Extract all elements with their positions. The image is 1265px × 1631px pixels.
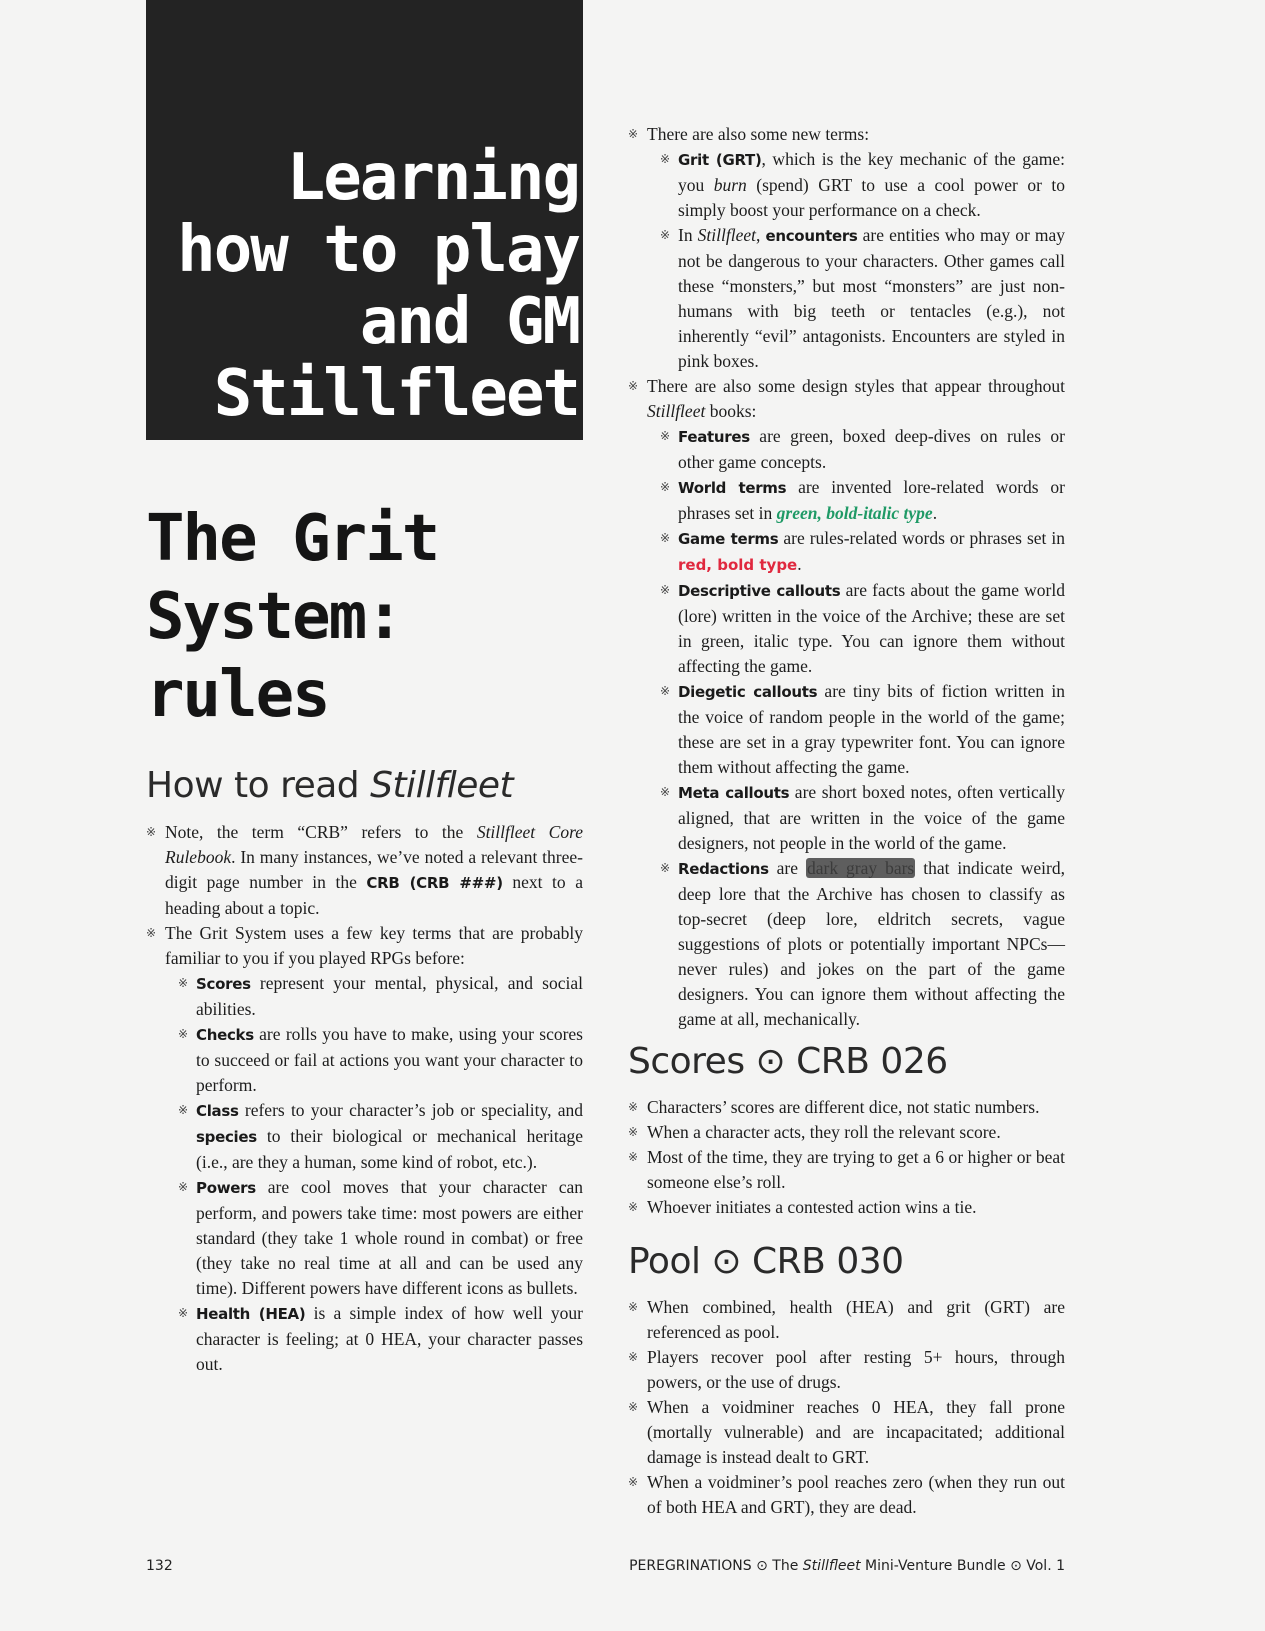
page-number: 132 [146, 1558, 173, 1574]
main-title-line: and GM [359, 285, 579, 359]
list-item [660, 578, 1065, 679]
new-terms-sublist [647, 147, 1065, 374]
text: (spend) GRT to use a cool power or to simply boost your performance on a check. [678, 175, 1066, 220]
list-item [660, 223, 1065, 374]
text: . [932, 503, 938, 523]
list-item [660, 526, 1065, 578]
main-title-line: Stillfleet [213, 357, 579, 431]
list-item: ※ When combined, health (HEA) and grit (GRT) are referenced as pool. [628, 1295, 1065, 1345]
term-health: Health (HEA) [196, 1305, 306, 1323]
term-redactions: Redactions [678, 860, 769, 878]
redaction-bar-sample: dark gray bars [806, 858, 915, 878]
text: . [797, 554, 802, 574]
list-item [178, 971, 583, 1022]
text: are rolls you have to make, using your scores to succeed or fail at actions you want your character to perform. [196, 1024, 583, 1095]
green-bold-italic-sample: green, bold-italic type [776, 503, 933, 523]
how-to-read-heading [146, 764, 513, 808]
list-item [660, 475, 1065, 526]
list-item [178, 1098, 583, 1175]
heading-text: How to read [146, 765, 371, 806]
burn-word: burn [713, 175, 747, 195]
pool-list [628, 1295, 1065, 1520]
text: There are also some design styles that appear throughout [647, 376, 1065, 396]
text: . In many instances, we’ve noted a relevant three-digit page number in the [165, 847, 583, 892]
text: In [678, 225, 698, 245]
list-item [146, 820, 583, 921]
list-item [660, 780, 1065, 856]
text: represent your mental, physical, and social abilities. [196, 973, 583, 1019]
title-block [146, 0, 583, 440]
term-diegetic-callouts: Diegetic callouts [678, 683, 818, 701]
text: are cool moves that your character can perform, and powers take time: most powers are either standard (they take 1 whole round in combat) or free (they take no real time at all and can be used any time). Different powers have different icons as bullets. [196, 1177, 583, 1298]
book-title: Stillfleet Core Rulebook [165, 822, 583, 867]
grit-title-line: System: [146, 580, 402, 654]
list-item [178, 1301, 583, 1377]
text: are tiny bits of fiction written in the voice of random people in the world of the game; these are set in a gray typewriter font. You can ignore them without affecting the game. [678, 681, 1065, 777]
text: are green, boxed deep-dives on rules or other game concepts. [678, 426, 1065, 472]
term-powers: Powers [196, 1179, 256, 1197]
text: are [768, 858, 806, 878]
term-features: Features [678, 428, 750, 446]
list-item: ※ Players recover pool after resting 5+ hours, through powers, or the use of drugs. [628, 1345, 1065, 1395]
list-item: ※ When a character acts, they roll the relevant score. [628, 1120, 1065, 1145]
list-item [178, 1022, 583, 1098]
text: are short boxed notes, often vertically aligned, that are written in the voice of the game designers, not people in the world of the game. [678, 782, 1065, 853]
footer-text: Mini-Venture Bundle ⊙ Vol. 1 [860, 1558, 1065, 1574]
list-item: ※ Characters’ scores are different dice, not static numbers. [628, 1095, 1065, 1120]
text: are invented lore-related words or phrases set in [678, 477, 1065, 523]
main-title [149, 142, 579, 430]
text: is a simple index of how well your character is feeling; at 0 HEA, your character passes out. [196, 1303, 583, 1374]
text: next to a heading about a topic. [165, 872, 583, 918]
term-world-terms: World terms [678, 479, 787, 497]
list-item: ※ Most of the time, they are trying to get a 6 or higher or beat someone else’s roll. [628, 1145, 1065, 1195]
term-game-terms: Game terms [678, 530, 779, 548]
term-species: species [196, 1128, 257, 1146]
term-grit: Grit (GRT) [678, 151, 762, 169]
italic-text: Stillfleet [697, 225, 756, 245]
text: The Grit System uses a few key terms that are probably familiar to you if you played RPGs before: [165, 923, 583, 968]
list-item [660, 424, 1065, 475]
term-encounters: encounters [765, 227, 858, 245]
text: , which is the key mechanic of the game: you [678, 149, 1065, 195]
list-item [660, 147, 1065, 223]
list-item: ※ Whoever initiates a contested action wins a tie. [628, 1195, 1065, 1220]
running-footer [629, 1558, 1065, 1574]
list-item [628, 122, 1065, 374]
main-title-line: Learning [286, 141, 579, 215]
text: , [756, 225, 766, 245]
term-class: Class [196, 1102, 239, 1120]
footer-italic: Stillfleet [802, 1558, 861, 1574]
text: refers to your character’s job or speciality, and [238, 1100, 583, 1120]
key-terms-sublist [165, 971, 583, 1377]
text: books: [705, 401, 757, 421]
list-item [628, 374, 1065, 1032]
text: There are also some new terms: [647, 124, 870, 144]
term-scores: Scores [196, 975, 251, 993]
grit-system-title [146, 500, 586, 734]
heading-italic: Stillfleet [370, 765, 514, 806]
how-to-read-list [146, 820, 583, 1377]
list-item [178, 1175, 583, 1301]
text: Note, the term “CRB” refers to the [165, 822, 477, 842]
crb-term: CRB (CRB ###) [366, 874, 503, 892]
text: are facts about the game world (lore) written in the voice of the Archive; these are set in green, italic type. You can ignore them without affecting the game. [678, 580, 1065, 676]
footer-text: PEREGRINATIONS ⊙ The [629, 1558, 803, 1574]
text: are entities who may or may not be dangerous to your characters. Other games call these “monsters,” but most “monsters” are just non-humans with big teeth or tentacles (e.g.), not inherently “evil” antagonists. Encounters are styled in pink boxes. [678, 225, 1065, 371]
term-checks: Checks [196, 1026, 254, 1044]
term-meta-callouts: Meta callouts [678, 784, 790, 802]
main-title-line: how to play [177, 213, 579, 287]
scores-list [628, 1095, 1065, 1220]
text: to their biological or mechanical heritage (i.e., are they a human, some kind of robot, etc.). [196, 1126, 583, 1172]
pool-heading: Pool ⊙ CRB 030 [628, 1241, 904, 1282]
design-styles-sublist [647, 424, 1065, 1032]
text: are rules-related words or phrases set in [778, 528, 1065, 548]
grit-title-line: The Grit [146, 502, 439, 576]
term-descriptive-callouts: Descriptive callouts [678, 582, 841, 600]
scores-heading: Scores ⊙ CRB 026 [628, 1041, 948, 1082]
red-bold-sample: red, bold type [678, 556, 798, 574]
italic-text: Stillfleet [647, 401, 706, 421]
design-styles-list [628, 122, 1065, 1032]
list-item [146, 921, 583, 1377]
list-item [660, 856, 1065, 1032]
text: that indicate weird, deep lore that the Archive has chosen to classify as top-secret (deep lore, eldritch secrets, vague suggestions of plots or potentially important NPCs—never rules) and jokes on the part of the game designers. You can ignore them without affecting the game at all, mechanically. [678, 858, 1065, 1029]
grit-title-line: rules [146, 658, 329, 732]
list-item: ※ When a voidminer reaches 0 HEA, they fall prone (mortally vulnerable) and are incapacitated; additional damage is instead dealt to GRT. [628, 1395, 1065, 1470]
list-item: ※ When a voidminer’s pool reaches zero (when they run out of both HEA and GRT), they are dead. [628, 1470, 1065, 1520]
list-item [660, 679, 1065, 780]
